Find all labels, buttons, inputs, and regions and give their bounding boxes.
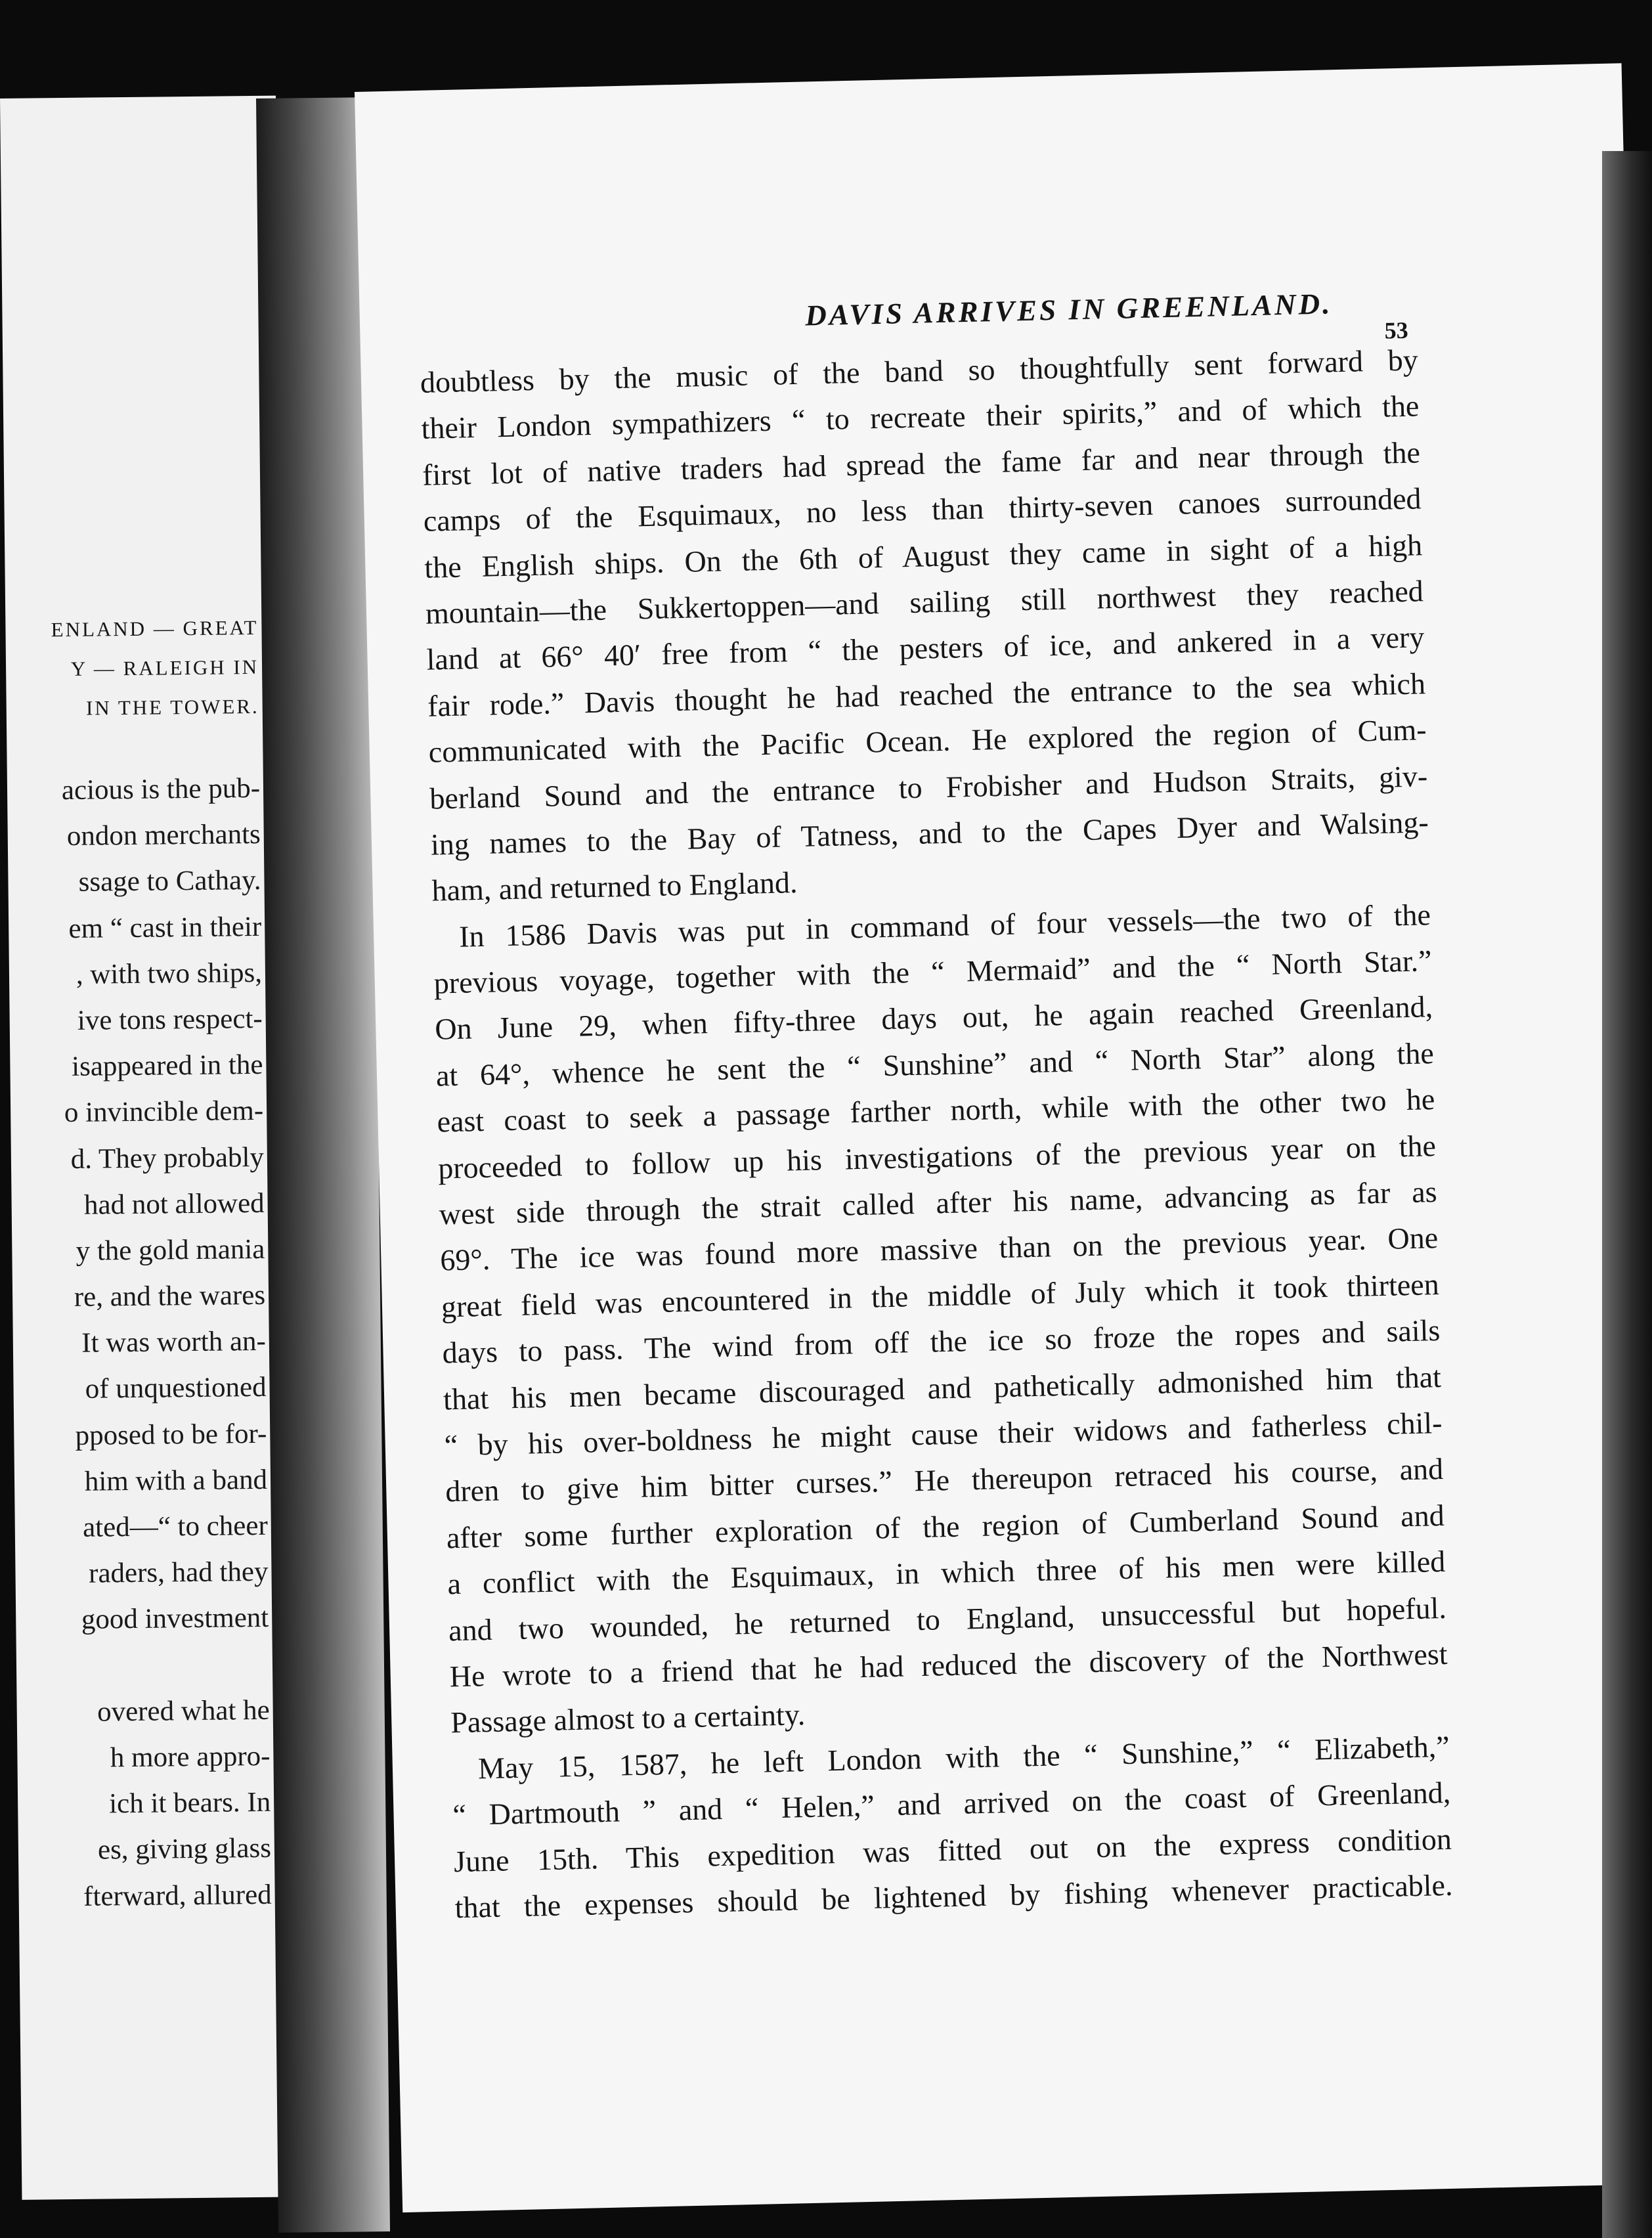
- page-number: 53: [1384, 317, 1409, 344]
- text-line: 69°. The ice was found more massive than on the previous year. One: [439, 1221, 1439, 1277]
- left-text-line: good investment: [81, 1602, 269, 1636]
- left-text-line: , with two ships,: [76, 957, 263, 990]
- text-line: ham, and returned to England.: [431, 866, 798, 908]
- left-text-line: ated—“ to cheer: [82, 1510, 269, 1543]
- book-fore-edge: [1602, 151, 1652, 2238]
- text-line: first lot of native traders had spread the fame far and near through the: [422, 435, 1421, 492]
- text-line: and two wounded, he returned to England, unsuccessful but hopeful.: [448, 1591, 1447, 1647]
- left-page-text: [7, 766, 272, 1921]
- text-line: proceeded to follow up his investigations of the previous year on the: [437, 1128, 1437, 1185]
- left-facing-page: [0, 96, 297, 2200]
- left-text-line: him with a band: [84, 1464, 268, 1497]
- left-text-line: acious is the pub-: [61, 772, 261, 806]
- text-line: days to pass. The wind from off the ice so froze the ropes and sails: [442, 1313, 1441, 1370]
- text-line: berland Sound and the entrance to Frobisher and Hudson Straits, giv-: [429, 758, 1428, 816]
- left-text-line: em “ cast in their: [68, 911, 262, 944]
- left-summary-line: Y — RALEIGH IN: [70, 655, 259, 680]
- text-line: after some further exploration of the region of Cumberland Sound and: [446, 1498, 1445, 1555]
- left-text-line: ive tons respect-: [77, 1003, 263, 1036]
- text-line: previous voyage, together with the “ Mermaid” and the “ North Star.”: [433, 944, 1433, 1000]
- text-line: Passage almost to a certainty.: [450, 1698, 806, 1740]
- text-line: east coast to seek a passage farther north, while with the other two he: [437, 1082, 1435, 1139]
- text-line: at 64°, whence he sent the “ Sunshine” and “ North Star” along the: [435, 1036, 1435, 1093]
- text-line: “ by his over-boldness he might cause their widows and fatherless chil-: [444, 1405, 1443, 1462]
- text-line: a conflict with the Esquimaux, in which three of his men were killed: [447, 1545, 1446, 1601]
- text-line: that the expenses should be lightened by fishing whenever practicable.: [454, 1868, 1453, 1925]
- left-text-line: ich it bears. In: [108, 1786, 271, 1820]
- text-line: mountain—the Sukkertoppen—and sailing still northwest they reached: [425, 574, 1424, 630]
- text-line: dren to give him bitter curses.” He thereupon retraced his course, and: [445, 1452, 1444, 1508]
- text-line: great field was encountered in the middle of July which it took thirteen: [441, 1267, 1440, 1324]
- page-body-text: [420, 337, 1453, 1931]
- text-line: west side through the strait called after his name, advancing as far as: [439, 1175, 1437, 1231]
- left-text-line: ondon merchants: [66, 819, 261, 852]
- left-text-line: It was worth an-: [81, 1326, 267, 1359]
- text-line: doubtless by the music of the band so thoughtfully sent forward by: [420, 343, 1419, 399]
- left-text-line: d. They probably: [70, 1141, 265, 1175]
- left-text-line: isappeared in the: [71, 1049, 263, 1083]
- right-page: [355, 63, 1652, 2212]
- left-text-line: raders, had they: [88, 1556, 269, 1589]
- text-line: fair rode.” Davis thought he had reached the entrance to the sea which: [427, 666, 1426, 723]
- text-line: that his men became discouraged and pathetically admonished him that: [443, 1359, 1442, 1416]
- left-text-line: fterward, allured: [83, 1879, 272, 1912]
- text-line: May 15, 1587, he left London with the “ Sunshine,” “ Elizabeth,”: [477, 1729, 1450, 1786]
- text-line: ing names to the Bay of Tatness, and to the Capes Dyer and Walsing-: [430, 805, 1429, 862]
- text-line: camps of the Esquimaux, no less than thirty-seven canoes surrounded: [423, 481, 1422, 538]
- left-text-line: ssage to Cathay.: [78, 865, 261, 898]
- left-text-line: re, and the wares: [74, 1279, 266, 1313]
- left-text-line: y the gold mania: [76, 1233, 265, 1267]
- left-summary-line: IN THE TOWER.: [85, 694, 259, 720]
- text-line: In 1586 Davis was put in command of four vessels—the two of the: [458, 897, 1431, 954]
- text-line: June 15th. This expedition was fitted out on the express condition: [453, 1822, 1452, 1878]
- text-line: On June 29, when fifty-three days out, he again reached Greenland,: [434, 990, 1433, 1047]
- text-line: the English ships. On the 6th of August they came in sight of a high: [424, 527, 1423, 584]
- text-line: “ Dartmouth ” and “ Helen,” and arrived on the coast of Greenland,: [452, 1775, 1451, 1832]
- left-text-line: es, giving glass: [97, 1833, 272, 1866]
- left-summary-line: ENLAND — GREAT: [51, 615, 259, 642]
- text-line: He wrote to a friend that he had reduced the discovery of the Northwest: [449, 1636, 1448, 1694]
- running-head: DAVIS ARRIVES IN GREENLAND.: [804, 287, 1333, 332]
- left-text-line: [16, 1641, 270, 1690]
- text-line: their London sympathizers “ to recreate their spirits,” and of which the: [421, 389, 1420, 446]
- left-chapter-summary: [5, 608, 259, 729]
- left-text-line: o invincible dem-: [64, 1095, 264, 1129]
- text-line: land at 66° 40′ free from “ the pesters of ice, and ankered in a very: [426, 620, 1425, 677]
- left-text-line: of unquestioned: [85, 1372, 267, 1405]
- left-text-line: overed what he: [97, 1694, 270, 1728]
- left-text-line: pposed to be for-: [75, 1418, 267, 1451]
- left-text-line: had not allowed: [83, 1187, 265, 1221]
- left-text-line: h more appro-: [110, 1740, 271, 1774]
- text-line: communicated with the Pacific Ocean. He explored the region of Cum-: [428, 713, 1427, 769]
